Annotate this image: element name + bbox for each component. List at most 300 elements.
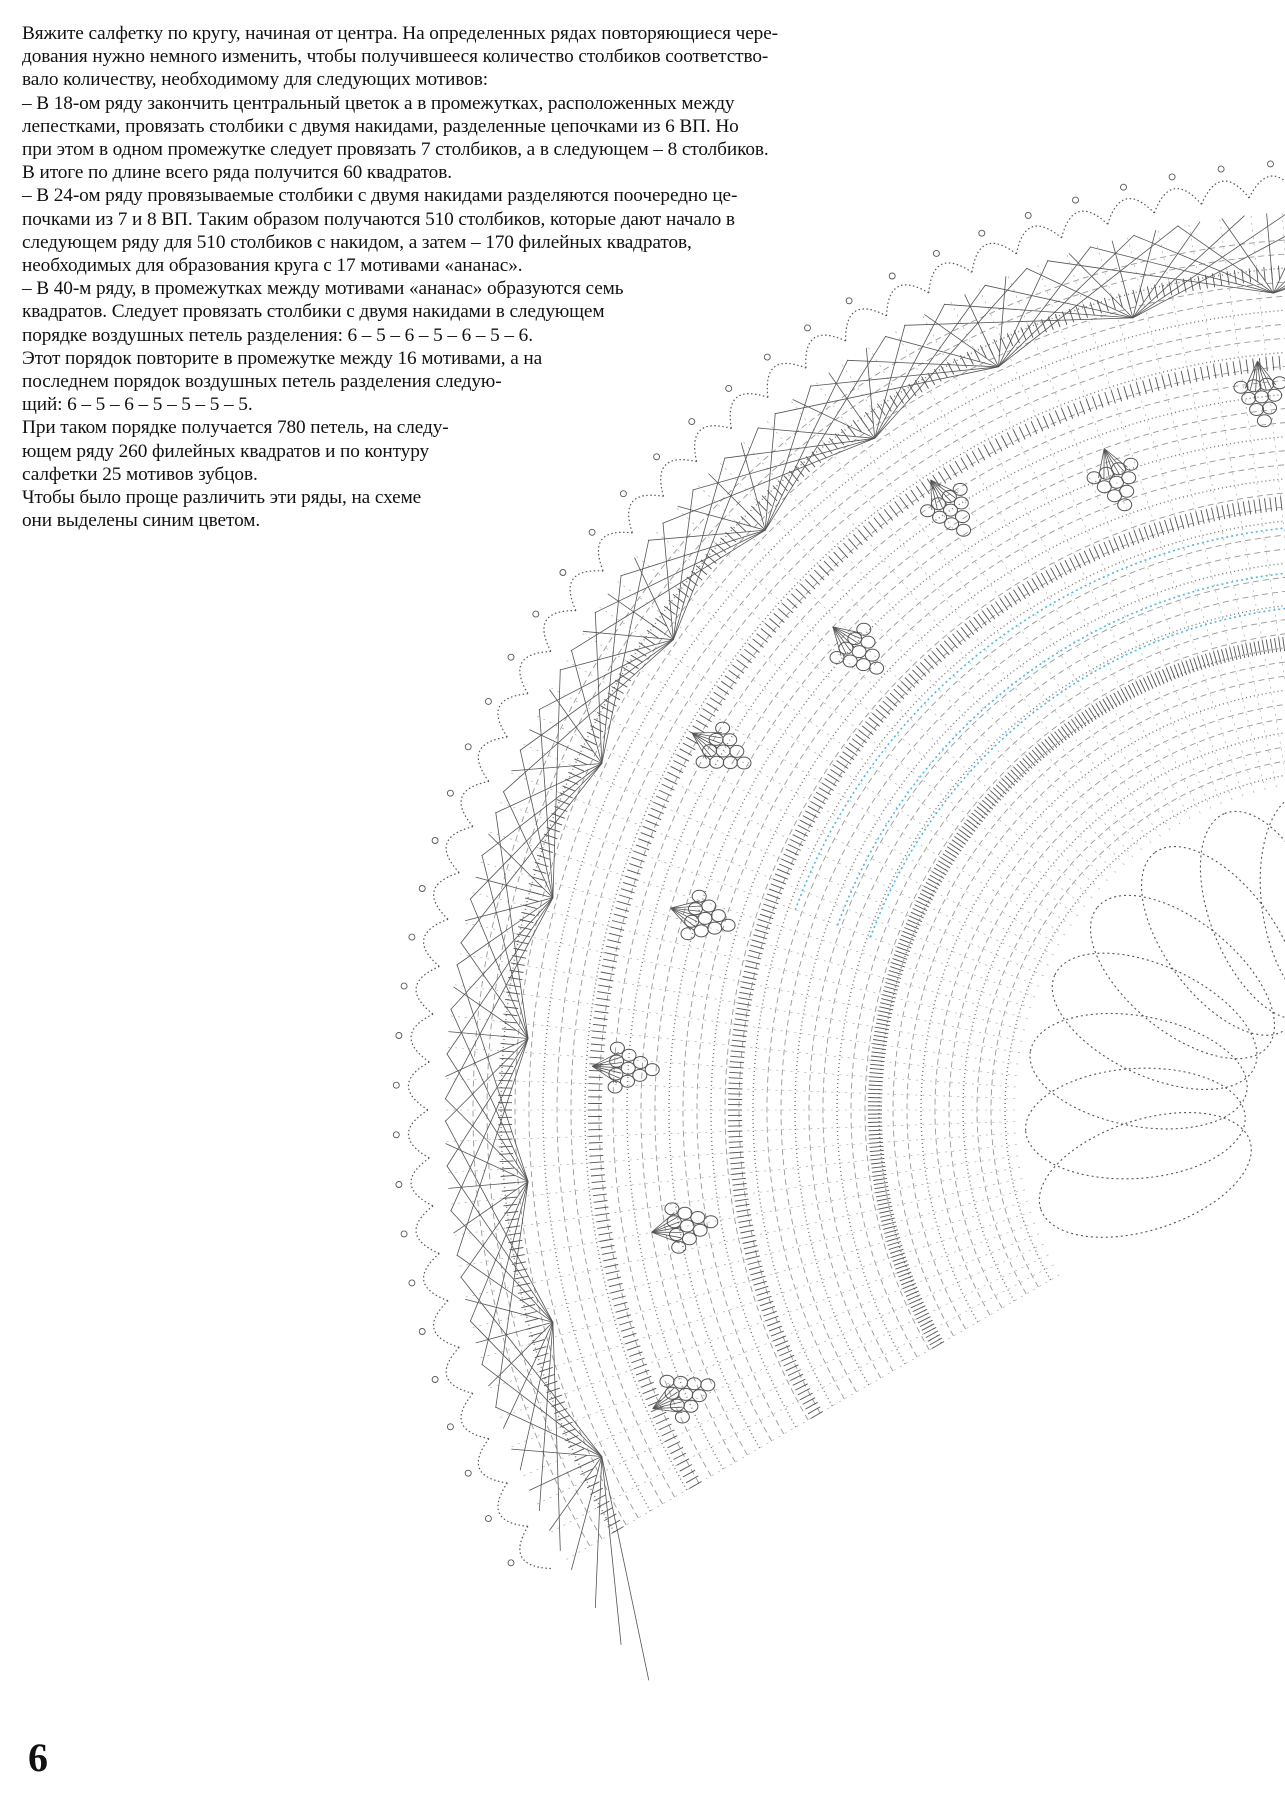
chart-stitch-mark [597,992,611,994]
chart-stitch-mark [911,490,919,502]
chart-stitch-mark [1048,737,1057,748]
chart-stitch-row [767,532,1285,1399]
chart-stitch-mark [730,1157,744,1158]
chart-stitch-mark [1207,366,1210,380]
fan-line [529,1457,602,1491]
chart-stitch-mark [1279,356,1280,370]
chart-stitch-mark [961,627,970,638]
scallop [411,1014,433,1062]
chart-stitch-mark [623,1333,636,1337]
instruction-line: – В 18-ом ряду закончить центральный цветок а в промежутках, расположенных между [22,92,735,114]
chart-stitch-mark [752,940,766,944]
chart-stitch-mark [853,534,862,545]
chart-stitch-mark [796,589,806,599]
pineapple-cluster [716,745,730,757]
chart-stitch-mark [872,1170,886,1172]
chart-stitch-mark [904,1287,917,1292]
center-petal [1024,1089,1267,1262]
chart-stitch-mark [938,472,946,484]
chart-stitch-mark [831,770,843,778]
pineapple-motif [1087,449,1138,511]
page-number: 6 [28,1735,48,1780]
scallop [598,532,632,571]
instruction-line: Вяжите салфетку по кругу, начиная от центра. На определенных рядах повторяющиеся чере- [22,23,778,44]
chart-stitch-mark [903,1283,916,1288]
chart-stitch-row [613,378,1285,1476]
chart-stitch-mark [964,823,975,832]
chart-stitch-mark [896,392,903,404]
pineapple-fan-line [671,908,695,926]
pineapple-motif [653,1375,715,1423]
chart-stitch-mark [1019,427,1025,440]
fan-line [457,1255,553,1322]
chart-stitch-mark [589,1084,603,1085]
chart-stitch-mark [779,1350,792,1356]
chart-stitch-mark [500,1058,514,1059]
fan-line [461,764,602,944]
chart-stitch-mark [869,1077,883,1078]
scallop [520,652,551,694]
scallop [1062,211,1108,238]
instruction-line: – В 40-м ряду, в промежутках между мотивами «ананас» образуются семь [22,278,624,300]
scallop [570,571,603,611]
chart-stitch-mark [592,1031,606,1032]
chart-stitch-mark [1238,502,1240,516]
pineapple-cluster [1120,485,1134,497]
chart-stitch-mark [870,1068,884,1069]
picot [419,886,425,892]
chart-stitch-mark [738,1220,752,1223]
picot [396,1182,402,1188]
picot [889,273,895,279]
chart-stitch-mark [730,1067,744,1068]
chart-stitch-mark [1140,288,1143,302]
chart-stitch-row [725,490,1285,1420]
pineapple-cluster [861,636,875,648]
chart-stitch-mark [737,660,748,668]
fan-line [602,1457,649,1681]
chart-stitch-mark [793,835,806,841]
chart-stitch-mark [734,1194,748,1196]
chart-stitch-mark [869,1142,883,1143]
picot [447,790,453,796]
chart-stitch-mark [761,629,772,638]
chart-stitch-mark [996,602,1004,614]
chart-stitch-mark [948,637,957,648]
scallop [520,1526,551,1568]
chart-stitch-mark [993,788,1003,798]
chart-stitch-mark [908,1295,921,1301]
scallop [929,263,972,293]
pineapple-cluster [691,1212,705,1224]
chart-stitch-mark [602,966,616,969]
chart-stitch-mark [594,1018,608,1020]
chart-stitch-mark [729,1142,743,1143]
chart-stitch-mark [999,782,1009,792]
chart-stitch-mark [1227,362,1229,376]
pineapple-cluster [957,524,971,536]
chart-stitch-mark [592,1188,606,1189]
chart-stitch-mark [875,1186,889,1188]
chart-stitch-mark [909,1298,922,1304]
fan-line [520,1322,553,1470]
chart-stitch-mark [1001,436,1007,449]
chart-stitch-mark [1266,357,1267,371]
chart-stitch-mark [811,802,823,809]
chart-stitch-mark [870,1073,884,1074]
chart-stitch-mark [1070,558,1076,571]
chart-stitch-mark [1162,376,1165,390]
chart-stitch-row [711,476,1285,1427]
chart-stitch-mark [737,1008,751,1010]
chart-stitch-mark [876,1023,890,1026]
chart-stitch-mark [862,726,873,735]
chart-stitch-mark [590,1162,604,1163]
chart-stitch-mark [969,816,980,825]
chart-stitch-mark [711,549,722,558]
chart-stitch-mark [1243,502,1245,516]
fan-motif [1047,210,1285,293]
instruction-line: При таком порядке получается 780 петель, на следу- [22,417,449,439]
picot [465,744,471,750]
chart-stitch-mark [737,1003,751,1005]
chart-stitch-mark [940,644,949,655]
instruction-line: щий: 6 – 5 – 6 – 5 – 5 – 5 – 5. [22,394,253,416]
chart-stitch-mark [1155,673,1161,686]
chart-stitch-mark [1165,520,1169,533]
chart-stitch-mark [784,854,797,860]
chart-stitch-mark [730,1152,744,1153]
chart-stitch-mark [1249,501,1251,515]
chart-stitch-mark [732,1178,746,1180]
chart-stitch-mark [1259,499,1261,513]
pineapple-cluster [645,1064,659,1076]
chart-stitch-mark [1011,770,1021,780]
chart-stitch-mark [870,1154,884,1155]
chart-stitch-mark [590,1051,604,1052]
chart-stitch-mark [1058,729,1067,740]
scallop [498,694,528,737]
scallop [446,827,473,873]
chart-stitch-mark [869,1138,883,1139]
center-petal [1020,997,1256,1146]
chart-stitch-mark [895,502,903,513]
chart-stitch-mark [503,1014,517,1016]
chart-stitch-mark [871,1060,885,1062]
chart-stitch-mark [593,1024,607,1026]
chart-stitch-mark [651,808,664,814]
fan-line [448,1182,528,1189]
pineapple-cluster [857,623,871,635]
pineapple-cluster [709,733,723,745]
chart-stitch-mark [1020,761,1029,771]
scallop [461,781,489,826]
chart-stitch-mark [953,634,962,645]
scallop [416,1206,439,1254]
chart-stitch-mark [731,1173,745,1175]
chart-stitch-mark [905,494,913,505]
chart-stitch-mark [744,649,755,658]
fan-line [1026,268,1132,318]
pineapple-cluster [711,910,725,922]
pineapple-cluster [633,1069,647,1081]
chart-stitch-mark [779,864,792,870]
instruction-line: вало количеству, необходимому для следующих мотивов: [22,69,489,91]
chart-stitch-mark [765,623,776,632]
chart-stitch-mark [1133,290,1137,304]
pineapple-cluster [693,1224,707,1236]
chart-stitch-mark [1182,662,1187,675]
chart-stitch-mark [784,1360,797,1366]
chart-stitch-mark [901,1280,914,1285]
picot [1121,184,1127,190]
chart-stitch-mark [1075,717,1083,729]
chart-stitch-mark [1217,507,1220,521]
picot [508,654,514,660]
chart-stitch-row [669,434,1285,1448]
scallop [887,285,929,316]
chart-stitch-mark [874,1035,888,1037]
chart-stitch-mark [621,1327,634,1331]
chart-stitch-mark [729,670,740,678]
chart-stitch-mark [884,509,893,520]
chart-stitch-mark [749,1266,763,1270]
chart-stitch-mark [717,687,729,695]
chart-stitch-mark [787,599,797,608]
chart-stitch-mark [733,1030,747,1032]
fan-line [503,791,553,897]
chart-stitch-mark [814,570,824,580]
chart-stitch-mark [506,1226,520,1228]
chart-stitch-row [823,588,1285,1371]
chart-stitch-mark [617,1315,631,1319]
chart-stitch-mark [1275,497,1277,511]
chart-stitch-mark [788,844,801,850]
pineapple-motif [592,1042,659,1093]
chart-stitch-mark [598,1233,612,1235]
chart-stitch-mark [871,1162,885,1164]
chart-stitch-mark [834,552,843,562]
pineapple-cluster [1247,380,1261,392]
fan-line [488,1322,553,1386]
chart-stitch-mark [668,772,681,778]
chart-stitch-mark [501,1175,515,1176]
chart-stitch-mark [894,1261,907,1266]
chart-stitch-mark [737,1210,751,1212]
chart-stitch-mark [1190,659,1195,672]
chart-stitch-mark [852,739,863,747]
chart-stitch-mark [906,1291,919,1297]
chart-stitch-mark [824,561,834,571]
scallop [544,611,576,652]
chart-stitch-mark [738,998,752,1001]
chart-stitch-mark [592,1181,606,1182]
chart-stitch-mark [500,1168,514,1169]
picot [1169,174,1175,180]
chart-stitch-mark [590,1168,604,1169]
fan-line [1133,222,1200,318]
scallop [434,1301,460,1348]
fan-line [1069,253,1133,318]
chart-stitch-mark [595,1005,609,1007]
chart-stitch-mark [965,624,974,635]
chart-highlighted-row [838,570,1285,925]
chart-stitch-mark [856,734,867,743]
scallop [408,1110,429,1158]
pineapple-cluster [954,497,968,509]
scallop [972,243,1016,272]
chart-stitch-mark [880,1003,894,1006]
chart-stitch-mark [952,840,964,848]
chart-stitch-mark [819,566,829,576]
chart-stitch-mark [881,1218,895,1221]
scallop [1249,176,1285,198]
chart-stitch-mark [606,1271,620,1274]
pineapple-cluster [865,649,879,661]
fan-line [608,594,674,640]
chart-stitch-mark [589,1077,603,1078]
chart-stitch-mark [653,1412,666,1418]
fan-line [602,1457,621,1645]
chart-stitch-mark [1270,498,1272,512]
chart-stitch-mark [839,547,848,557]
chart-stitch-mark [869,718,880,727]
chart-stitch-mark [603,1258,617,1261]
chart-stitch-mark [739,1225,753,1228]
chart-stitch-mark [878,1011,892,1014]
picot [560,570,566,576]
chart-stitch-mark [601,972,615,975]
picot [401,1231,407,1237]
pineapple-cluster [610,1042,624,1054]
chart-stitch-mark [828,774,840,782]
instruction-line: почками из 7 и 8 ВП. Таким образом получаются 510 столбиков, которые дают начало в [22,208,735,230]
chart-stitch-mark [1089,549,1095,562]
chart-stitch-mark [982,611,990,622]
picot [1073,197,1079,203]
chart-stitch-mark [980,803,991,812]
chart-stitch-mark [746,1256,760,1259]
picot [409,1280,415,1286]
chart-stitch-mark [574,1455,587,1461]
chart-stitch-row [837,602,1285,1364]
chart-stitch-mark [889,505,898,516]
pineapple-cluster [698,912,712,924]
chart-stitch-mark [873,1040,887,1042]
pineapple-cluster [684,1400,698,1412]
chart-stitch-mark [1233,503,1236,517]
picot [447,1424,453,1430]
chart-stitch-mark [870,1064,884,1065]
center-petal [1022,1062,1249,1186]
instruction-line: квадратов. Следует провязать столбики с двумя накидами в следующем [22,301,605,323]
chart-stitch-mark [873,1178,887,1180]
picot [533,611,539,617]
chart-stitch-mark [733,665,744,673]
chart-stitch-mark [1194,658,1199,671]
pineapple-cluster [679,1388,693,1400]
fan-motif [445,812,528,1256]
chart-stitch-mark [1068,722,1076,733]
chart-stitch-mark [732,1040,746,1042]
pineapple-cluster [730,745,744,757]
chart-stitch-mark [1017,764,1027,774]
chart-stitch-mark [733,1184,747,1186]
pineapple-cluster [956,511,970,523]
chart-stitch-mark [740,987,754,990]
fan-line [571,1457,601,1570]
chart-stitch-mark [974,810,985,819]
chart-stitch-row [893,658,1285,1336]
chart-stitch-mark [962,826,973,834]
chart-stitch-mark [735,1199,749,1201]
chart-stitch-mark [1026,756,1035,766]
chart-stitch-mark [846,747,857,755]
chart-stitch-mark [506,992,520,994]
chart-stitch-mark [769,618,780,627]
chart-stitch-mark [1222,505,1225,519]
chart-stitch-mark [1014,590,1022,602]
scallop [424,1254,448,1301]
picot [485,698,491,704]
chart-stitch-mark [595,1207,609,1209]
pineapple-cluster [1242,392,1256,404]
instruction-line: они выделены синим цветом. [22,510,261,532]
chart-stitch-mark [873,1174,887,1176]
chart-stitch-mark [749,644,760,653]
chart-stitch-mark [1174,665,1179,678]
scallop [446,1347,473,1393]
chart-stitch-mark [805,1402,817,1409]
chart-stitch-mark [1201,367,1204,381]
fan-line [1047,261,1273,293]
chart-stitch-mark [664,606,675,614]
chart-stitch-row [851,616,1285,1357]
chart-stitch-mark [985,797,996,806]
pineapple-cluster [678,1207,692,1219]
center-petal [1063,865,1285,1089]
chart-stitch-mark [523,905,537,908]
chart-stitch-mark [774,613,785,622]
chart-stitch-mark [627,1346,640,1350]
chart-stitch-mark [869,1081,883,1082]
chart-stitch-mark [771,884,784,889]
picot [485,1516,491,1522]
chart-stitch-mark [607,1277,621,1280]
chart-stitch-mark [733,1035,747,1037]
chart-stitch-mark [872,1052,886,1054]
instruction-line: Чтобы было проще различить эти ряды, на схеме [22,487,422,509]
chart-stitch-mark [597,1501,609,1508]
chart-stitch-mark [1079,553,1085,566]
chart-stitch-mark [643,826,656,831]
chart-stitch-mark [593,1194,607,1196]
chart-stitch-mark [883,701,894,710]
pineapple-cluster [622,1049,636,1061]
chart-stitch-mark [729,1078,743,1079]
chart-stitch-mark [1220,272,1222,286]
chart-stitch-row [795,560,1285,1385]
chart-stitch-mark [897,1268,910,1273]
pineapple-cluster [1250,404,1264,416]
scallop [498,1483,528,1526]
chart-stitch-mark [595,1011,609,1013]
chart-stitch-mark [988,794,999,803]
chart-stitch-mark [1227,271,1229,285]
chart-stitch-mark [721,681,733,689]
chart-stitch-mark [894,955,907,960]
chart-stitch-mark [540,1367,553,1371]
